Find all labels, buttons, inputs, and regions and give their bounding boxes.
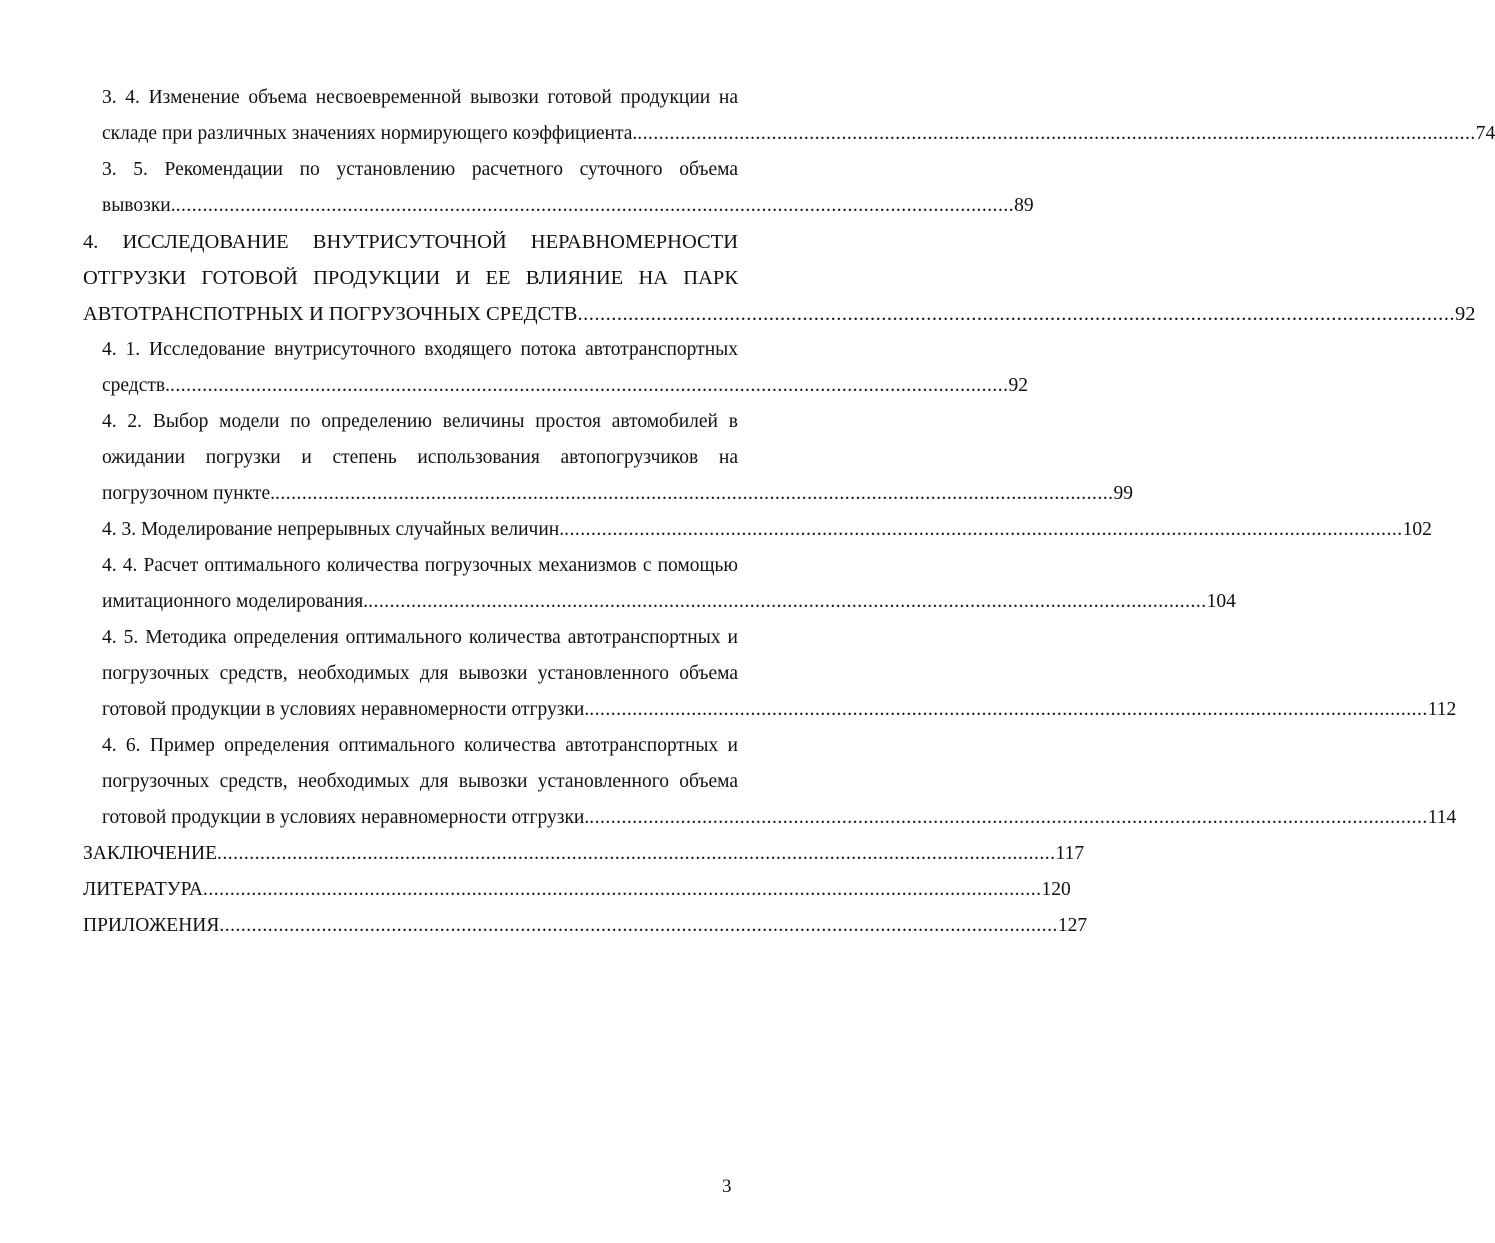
toc-entry-4-4-line2 [102,584,1236,620]
toc-literature-page: 120 [1041,879,1071,900]
toc-entry-4-1 [102,332,1028,404]
toc-entry-3-4-line2 [102,116,1495,152]
toc-entry-4-1-text: средств. [102,375,170,396]
toc-conclusion-text: ЗАКЛЮЧЕНИЕ [83,843,218,864]
toc-entry-4-1-line2 [102,368,1028,404]
dot-leader: ............................................................................................................................................................ [637,123,1476,144]
toc-entry-4-2-line1: 4. 2. Выбор модели по определению величины простоя автомобилей в [102,411,738,432]
toc-entry-4-2 [102,404,1133,512]
toc-entry-4-6-line1: 4. 6. Пример определения оптимального количества автотранспортных и [102,735,738,756]
toc-entry-4-6 [102,728,1457,836]
toc-entry-4-4-line1: 4. 4. Расчет оптимального количества погрузочных механизмов с помощью [102,555,738,576]
dot-leader: ............................................................................................................................................................ [577,303,1455,325]
toc-entry-4-3-text: 4. 3. Моделирование непрерывных случайных величин. [102,519,565,540]
toc-entry-4-3 [102,512,1432,548]
toc-entry-3-5-line1: 3. 5. Рекомендации по установлению расчетного суточного объема [102,159,738,180]
toc-conclusion-line [83,836,1085,872]
toc-conclusion [83,836,1085,872]
toc-entry-3-4-line1: 3. 4. Изменение объема несвоевременной вывозки готовой продукции на [102,87,738,108]
toc-entry-4-6-line2: погрузочных средств, необходимых для вывозки установленного объема [102,771,738,792]
toc-entry-4-3-page: 102 [1402,519,1432,540]
dot-leader: ............................................................................................................................................................ [564,519,1403,540]
table-of-contents [0,80,1495,944]
toc-entry-4-4-page: 104 [1206,591,1236,612]
page-number: 3 [722,1176,732,1197]
toc-entry-4-2-page: 99 [1113,483,1133,504]
dot-leader: ............................................................................................................................................................ [175,195,1015,216]
toc-entry-3-4 [102,80,1495,152]
toc-entry-4-5-page: 112 [1427,699,1457,720]
toc-entry-4-5 [102,620,1457,728]
dot-leader: ............................................................................................................................................................ [169,375,1009,396]
toc-chapter-4 [83,224,1476,332]
dot-leader: ............................................................................................................................................................ [368,591,1207,612]
toc-appendix-text: ПРИЛОЖЕНИЯ [83,915,220,936]
toc-entry-4-5-line3 [102,692,1457,728]
toc-entry-4-6-page: 114 [1427,807,1457,828]
toc-chapter-4-page: 92 [1454,303,1476,325]
dot-leader: ............................................................................................................................................................ [217,843,1056,864]
toc-entry-4-5-text: готовой продукции в условиях неравномерности отгрузки. [102,699,590,720]
toc-entry-4-2-line3 [102,476,1133,512]
toc-entry-3-5-text: вывозки. [102,195,176,216]
toc-entry-4-5-line2: погрузочных средств, необходимых для вывозки установленного объема [102,663,738,684]
toc-appendix-page: 127 [1057,915,1088,936]
toc-literature [83,872,1071,908]
toc-entry-4-6-text: готовой продукции в условиях неравномерности отгрузки. [102,807,590,828]
toc-entry-4-1-page: 92 [1008,375,1028,396]
toc-appendix [83,908,1088,944]
toc-chapter-4-text: АВТОТРАНСПОТРНЫХ И ПОГРУЗОЧНЫХ СРЕДСТВ [83,303,578,325]
toc-entry-4-3-line1 [102,512,1432,548]
dot-leader: ............................................................................................................................................................ [275,483,1114,504]
toc-entry-3-5-line2 [102,188,1034,224]
toc-entry-3-5 [102,152,1034,224]
toc-entry-3-4-text: складе при различных значениях нормирующего коэффициента. [102,123,638,144]
toc-literature-text: ЛИТЕРАТУРА [83,879,203,900]
toc-entry-3-5-page: 89 [1014,195,1034,216]
dot-leader: ............................................................................................................................................................ [219,915,1058,936]
toc-entry-3-4-page: 74 [1475,123,1495,144]
dot-leader: ............................................................................................................................................................ [589,699,1428,720]
toc-entry-4-2-text: погрузочном пункте. [102,483,275,504]
toc-conclusion-page: 117 [1055,843,1085,864]
toc-literature-line [83,872,1071,908]
dot-leader: ............................................................................................................................................................ [203,879,1042,900]
toc-entry-4-5-line1: 4. 5. Методика определения оптимального количества автотранспортных и [102,627,738,648]
toc-entry-4-1-line1: 4. 1. Исследование внутрисуточного входящего потока автотранспортных [102,339,738,360]
toc-entry-4-6-line3 [102,800,1457,836]
toc-entry-4-4 [102,548,1236,620]
toc-entry-4-4-text: имитационного моделирования. [102,591,369,612]
toc-appendix-line [83,908,1088,944]
dot-leader: ............................................................................................................................................................ [589,807,1428,828]
toc-entry-4-2-line2: ожидании погрузки и степень использования автопогрузчиков на [102,447,738,468]
toc-chapter-4-line3 [83,296,1476,332]
toc-chapter-4-line1: 4. ИССЛЕДОВАНИЕ ВНУТРИСУТОЧНОЙ НЕРАВНОМЕРНОСТИ [83,231,738,253]
toc-chapter-4-line2: ОТГРУЗКИ ГОТОВОЙ ПРОДУКЦИИ И ЕЕ ВЛИЯНИЕ НА ПАРК [83,267,738,289]
